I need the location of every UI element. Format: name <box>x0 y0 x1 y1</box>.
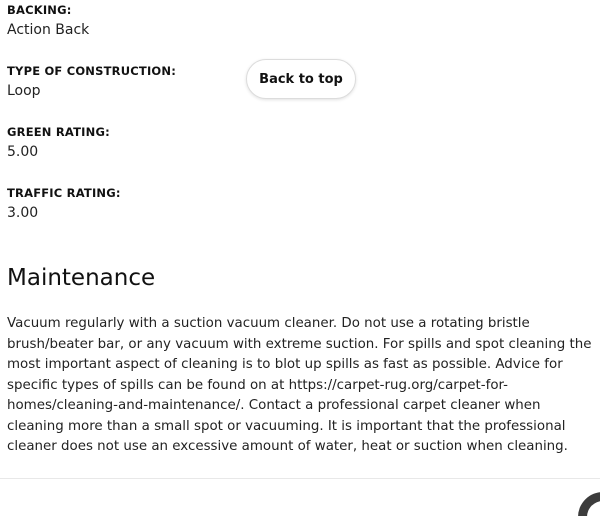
back-to-top-button[interactable]: Back to top <box>246 59 356 99</box>
spec-value: 3.00 <box>7 205 39 221</box>
spec-label: GREEN RATING: <box>7 125 110 139</box>
maintenance-heading: Maintenance <box>7 265 156 291</box>
chat-widget-icon[interactable] <box>578 492 600 516</box>
spec-green-rating <box>7 125 237 161</box>
spec-backing <box>7 3 237 39</box>
spec-traffic-rating <box>7 186 237 222</box>
spec-construction <box>7 64 237 100</box>
spec-label: TYPE OF CONSTRUCTION: <box>7 64 177 78</box>
divider <box>0 478 600 479</box>
spec-value: Action Back <box>7 22 90 38</box>
spec-label: BACKING: <box>7 3 72 17</box>
spec-value: 5.00 <box>7 144 39 160</box>
spec-value: Loop <box>7 83 41 99</box>
spec-label: TRAFFIC RATING: <box>7 186 121 200</box>
maintenance-text: Vacuum regularly with a suction vacuum cleaner. Do not use a rotating bristle brush/beater bar, or any vacuum with extreme suction. For spills and spot cleaning the most important aspect of cleaning is to blot up spills as fast as possible. Advice for specific types of spills can be found on at https://carpet-rug.org/carpet-for-homes/cleaning-and-maintenance/. Contact a professional carpet cleaner when cleaning more than a small spot or vacuuming. It is important that the professional cleaner does not use an excessive amount of water, heat or suction when cleaning. <box>7 316 592 454</box>
